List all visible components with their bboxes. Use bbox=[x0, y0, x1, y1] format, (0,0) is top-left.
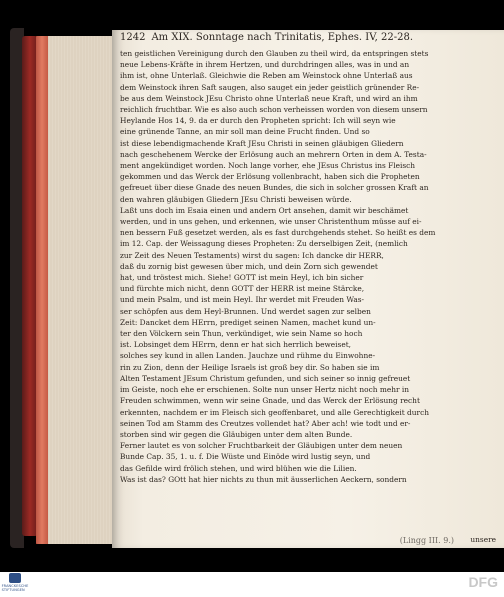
text-line: werden, und in uns gehen, und erkennen, wie unser Christenthum müsse auf ei- bbox=[120, 217, 422, 227]
text-line: ser schöpfen aus dem Heyl-Brunnen. Und werdet sagen zur selben bbox=[120, 306, 371, 316]
text-line: Ferner lautet es von solcher Fruchtbarkeit der Gläubigen unter dem neuen bbox=[120, 441, 403, 451]
page-number: 1242 bbox=[120, 32, 146, 43]
text-line: erkennten, nachdem er im Fleisch sich geoffenbaret, und alle Gerechtigkeit durch bbox=[120, 407, 429, 417]
logo-mark-icon bbox=[9, 573, 21, 583]
catchword: unsere bbox=[470, 535, 496, 544]
text-line: und mein Psalm, und ist mein Heyl. Ihr werdet mit Freuden Was- bbox=[120, 295, 365, 305]
text-line: Laßt uns doch im Esaia einen und andern Ort ansehen, damit wir beschämet bbox=[120, 205, 409, 215]
logo-text: FRANCKESCHE STIFTUNGEN bbox=[1, 584, 29, 592]
text-line: rin zu Zion, denn der Heilige Israels ist groß bey dir. So haben sie im bbox=[120, 362, 380, 372]
text-line: ter den Völckern sein Thun, verkündiget, wie sein Name so hoch bbox=[120, 329, 363, 339]
book-page bbox=[112, 30, 504, 548]
text-line: hat, und tröstest mich. Siehe! GOTT ist mein Heyl, ich bin sicher bbox=[120, 273, 364, 283]
text-line: zur Zeit des Neuen Testaments) wirst du sagen: Ich dancke dir HERR, bbox=[120, 250, 384, 260]
text-line: im Geiste, noch ehe er erschienen. Solte nun unser Hertz nicht noch mehr in bbox=[120, 385, 409, 395]
text-line: be aus dem Weinstock JEsu Christo ohne Unterlaß neue Kraft, und wird an ihm bbox=[120, 93, 418, 103]
text-line: gekommen und das Werck der Erlösung vollenbracht, haben sich die Propheten bbox=[120, 172, 420, 182]
text-line: daß du zornig bist gewesen über mich, und dein Zorn sich gewendet bbox=[120, 261, 378, 271]
text-line: neue Lebens-Kräfte in ihrem Hertzen, und durchdringen alles, was in und an bbox=[120, 60, 410, 70]
text-line: ten geistlichen Vereinigung durch den Glauben zu theil wird, da entspringen stets bbox=[120, 49, 429, 58]
text-line: Heylande Hos 14, 9. da er durch den Propheten spricht: Ich will seyn wie bbox=[120, 116, 396, 126]
text-line: und fürchte mich nicht, denn GOTT der HERR ist meine Stärcke, bbox=[120, 284, 365, 294]
page-edges bbox=[36, 36, 118, 544]
text-line: nen bessern Fuß gesetzet werden, als es fast durchgehends stehet. So heißt es dem bbox=[120, 228, 436, 238]
text-line: seinen Tod am Stamm des Creutzes vollendet hat? Aber ach! wie todt und er- bbox=[120, 418, 411, 428]
text-line: das Gefilde wird frölich stehen, und wird blühen wie die Lilien. bbox=[120, 463, 357, 473]
text-line: gefreuet über diese Gnade des neuen Bundes, die sich in solcher grossen Kraft an bbox=[120, 183, 429, 193]
running-title: Am XIX. Sonntage nach Trinitatis, Ephes. IV, 22-28. bbox=[151, 32, 414, 43]
text-line: Freuden schwimmen, wenn wir seine Gnade, und das Werck der Erlösung recht bbox=[120, 396, 420, 406]
text-line: storben sind wir gegen die Gläubigen unter dem alten Bunde. bbox=[120, 429, 353, 439]
text-line: im 12. Cap. der Weissagung dieses Propheten: Zu derselbigen Zeit, (nemlich bbox=[120, 239, 408, 249]
text-line: ihm ist, ohne Unterlaß. Gleichwie die Reben am Weinstock ohne Unterlaß aus bbox=[120, 71, 413, 81]
text-line: den wahren gläubigen Gliedern JEsu Christi beweisen würde. bbox=[120, 194, 352, 204]
text-line: ist. Lobsinget dem HErrn, denn er hat sich herrlich beweiset, bbox=[120, 340, 352, 350]
text-line: Alten Testament JEsum Christum gefunden, und sich seiner so innig gefreuet bbox=[120, 373, 411, 383]
text-line: Was ist das? GOtt hat hier nichts zu thun mit äusserlichen Aeckern, sondern bbox=[120, 474, 407, 484]
dfg-logo: DFG bbox=[468, 574, 498, 590]
text-line: ment angekündiget worden. Noch lange vorher, ehe JEsus Christus ins Fleisch bbox=[120, 161, 416, 171]
text-line: ist diese lebendigmachende Kraft JEsu Christi in seinen gläubigen Gliedern bbox=[120, 138, 404, 148]
institution-logo bbox=[1, 573, 29, 595]
text-line: Bunde Cap. 35, 1. u. f. Die Wüste und Einöde wird lustig seyn, und bbox=[120, 452, 371, 462]
text-line: nach geschehenem Wercke der Erlösung auch an mehrern Orten in dem A. Testa- bbox=[120, 149, 427, 159]
body-text bbox=[120, 48, 500, 485]
text-line: dem Weinstock ihren Saft saugen, also sauget ein jeder geistlich grünender Re- bbox=[120, 82, 420, 92]
text-line: reichlich fruchtbar. Wie es also auch schon verheissen worden von diesem unsern bbox=[120, 105, 428, 115]
text-line: solches sey kund in allen Landen. Jauchze und rühme du Einwohne- bbox=[120, 351, 376, 361]
viewer-footer bbox=[0, 572, 504, 597]
page-header bbox=[120, 32, 498, 48]
text-line: Zeit: Dancket dem HErrn, prediget seinen Namen, machet kund un- bbox=[120, 317, 376, 327]
text-line: eine grünende Tanne, an mir soll man deine Frucht finden. Und so bbox=[120, 127, 370, 137]
signature-mark: (Lingg III. 9.) bbox=[399, 536, 454, 545]
